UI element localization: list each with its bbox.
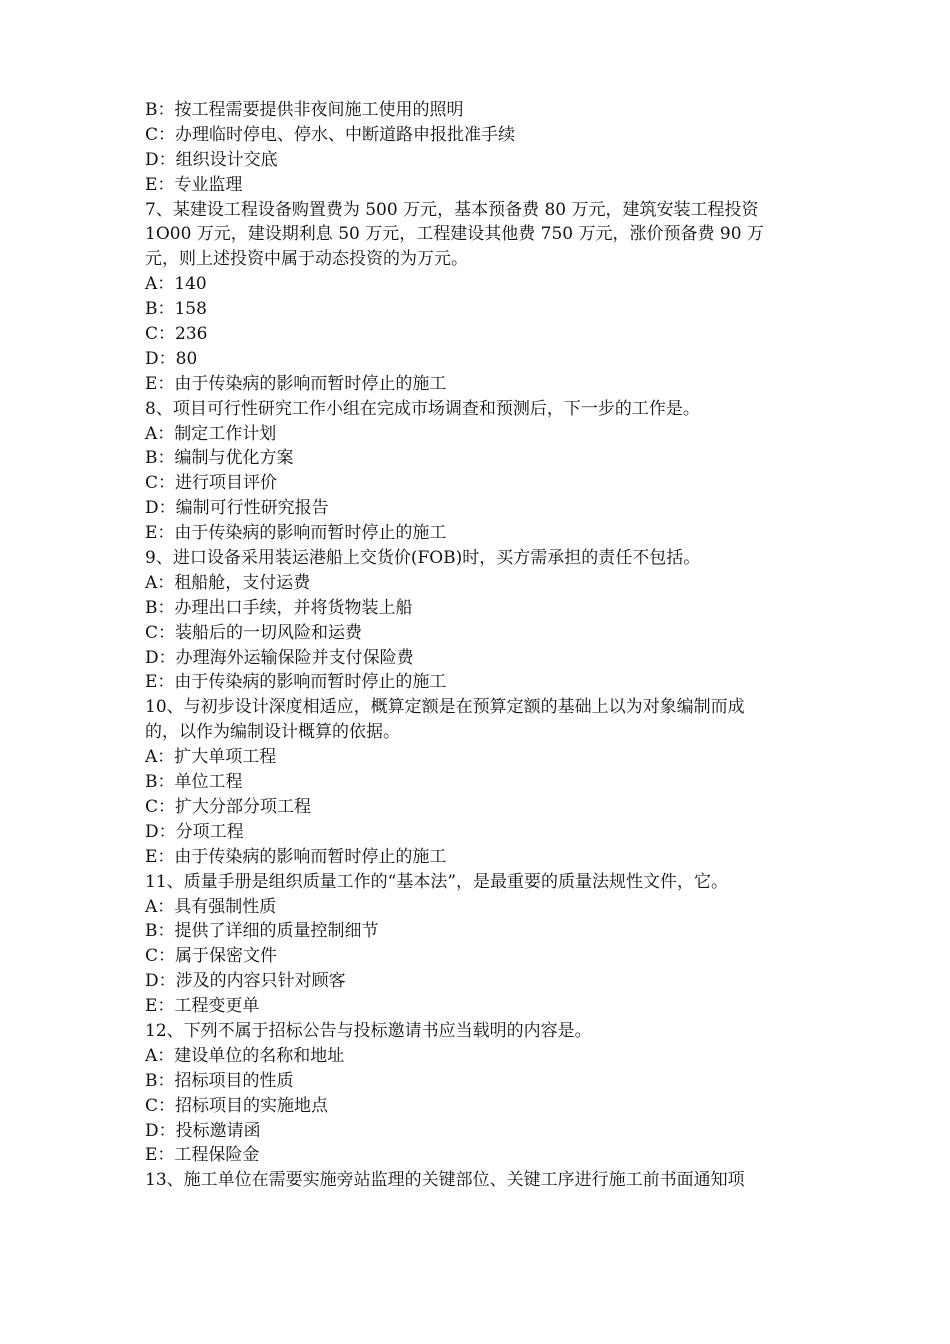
q7-option-e: E：由于传染病的影响而暂时停止的施工 [145,373,447,394]
q8-option-e: E：由于传染病的影响而暂时停止的施工 [145,523,447,544]
q10-option-a: A：扩大单项工程 [145,747,277,768]
question-11: 11、质量手册是组织质量工作的“基本法”，是最重要的质量法规性文件，它。 [145,871,729,892]
q11-option-d: D：涉及的内容只针对顾客 [145,971,346,992]
question-8: 8、项目可行性研究工作小组在完成市场调查和预测后，下一步的工作是。 [145,398,700,419]
q10-option-d: D：分项工程 [145,821,244,842]
document-page [145,98,810,1193]
question-7-line-2: 1O00 万元，建设期利息 50 万元，工程建设其他费 750 万元，涨价预备费 90 万 [145,224,764,245]
option-b-line: B：按工程需要提供非夜间施工使用的照明 [145,100,464,120]
question-7-line-3: 元，则上述投资中属于动态投资的为万元。 [145,249,468,270]
option-e-line: E：专业监理 [145,174,243,195]
question-10-line-2: 的，以作为编制设计概算的依据。 [145,722,400,743]
q10-option-b: B：单位工程 [145,772,243,793]
q11-option-b: B：提供了详细的质量控制细节 [145,921,379,942]
q8-option-c: C：进行项目评价 [145,473,278,494]
q9-option-b: B：办理出口手续，并将货物装上船 [145,597,413,618]
q9-option-c: C：装船后的一切风险和运费 [145,622,363,643]
q11-option-c: C：属于保密文件 [145,946,278,967]
question-12: 12、下列不属于招标公告与投标邀请书应当载明的内容是。 [145,1020,592,1041]
q12-option-e: E：工程保险金 [145,1145,260,1166]
question-9: 9、进口设备采用装运港船上交货价(FOB)时，买方需承担的责任不包括。 [145,548,701,569]
q9-option-d: D：办理海外运输保险并支付保险费 [145,647,414,668]
q8-option-a: A：制定工作计划 [145,423,277,444]
q11-option-e: E：工程变更单 [145,996,260,1017]
q10-option-e: E：由于传染病的影响而暂时停止的施工 [145,846,447,867]
q11-option-a: A：具有强制性质 [145,896,277,917]
q8-option-b: B：编制与优化方案 [145,448,294,469]
q12-option-b: B：招标项目的性质 [145,1070,294,1091]
option-d-line: D：组织设计交底 [145,149,278,170]
q10-option-c: C：扩大分部分项工程 [145,796,312,817]
question-7-line-1: 7、某建设工程设备购置费为 500 万元，基本预备费 80 万元，建筑安装工程投资 [145,199,759,220]
question-10-line-1: 10、与初步设计深度相适应，概算定额是在预算定额的基础上以为对象编制而成 [145,697,745,718]
q8-option-d: D：编制可行性研究报告 [145,498,329,519]
q7-option-d: D：80 [145,348,198,369]
q12-option-d: D：投标邀请函 [145,1120,261,1141]
q9-option-e: E：由于传染病的影响而暂时停止的施工 [145,672,447,693]
q7-option-c: C：236 [145,324,208,345]
q9-option-a: A：租船舱，支付运费 [145,572,311,593]
q7-option-b: B：158 [145,299,207,320]
question-13-line-1: 13、施工单位在需要实施旁站监理的关键部位、关键工序进行施工前书面通知项 [145,1170,745,1191]
q12-option-a: A：建设单位的名称和地址 [145,1045,345,1066]
option-c-line: C：办理临时停电、停水、中断道路申报批准手续 [145,124,516,145]
q7-option-a: A：140 [145,274,207,295]
q12-option-c: C：招标项目的实施地点 [145,1095,329,1116]
